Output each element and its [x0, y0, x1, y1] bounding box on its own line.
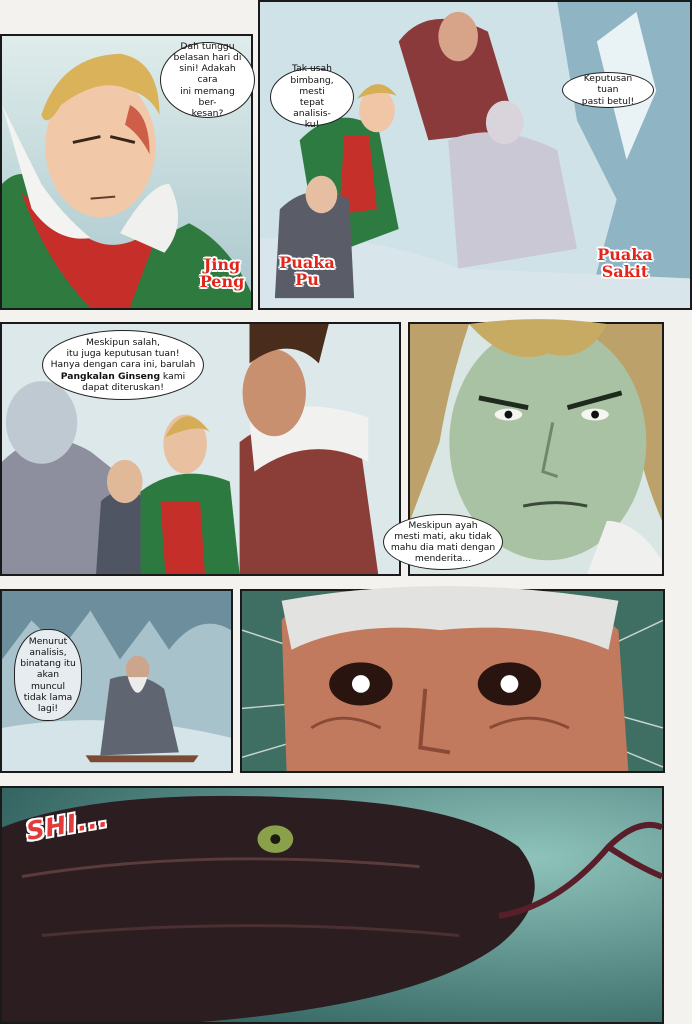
- panel-5: [0, 589, 233, 773]
- speech-bubble-p4: Meskipun ayah mesti mati, aku tidak mahu dia mati dengan menderita...: [383, 514, 503, 570]
- name-tag-puaka-sakit: Puaka Sakit: [597, 245, 653, 282]
- bald-man-head: [438, 12, 478, 61]
- name-tag-jing-peng: Jing Peng: [199, 255, 245, 292]
- panel-6-art: [242, 591, 663, 771]
- speech-bubble-p1: [160, 42, 255, 118]
- panel-2: [258, 0, 692, 310]
- panel-7: [0, 786, 664, 1024]
- panel-3: [0, 322, 401, 576]
- panel-6: [240, 589, 665, 773]
- speech-bubble-p3: Meskipun salah, itu juga keputusan tuan! Hanya dengan cara ini, barulah Pangkalan Ginseng kami dapat diteruskan!: [42, 330, 204, 400]
- white-coat: [448, 132, 577, 268]
- panel-1: [0, 34, 253, 310]
- speech-bubble-p2-right: Keputusan tuan pasti betul!: [562, 72, 654, 108]
- bald-man-head: [243, 350, 306, 437]
- old-man-head: [486, 101, 524, 144]
- speech-line: belasan hari di: [173, 51, 242, 63]
- speech-bubble-p5: Menurut analisis, binatang itu akan muncul tidak lama lagi!: [14, 629, 82, 721]
- panel-4: [390, 322, 664, 576]
- speech-line: Dah tunggu: [180, 40, 235, 52]
- glasses-man-head: [107, 460, 143, 503]
- speech-line: sini! Adakah cara: [179, 63, 236, 86]
- name-tag-puaka-pu: Puaka Pu: [279, 253, 335, 290]
- speech-line: kesan?: [191, 108, 224, 120]
- sound-effect-shi: SHI...: [24, 803, 111, 846]
- speech-bubble-p2-left: Tak usah bimbang, mesti tepat analisis- ku!: [270, 68, 354, 126]
- speech-line: ini memang ber-: [180, 85, 235, 108]
- glasses-man-head: [306, 176, 338, 214]
